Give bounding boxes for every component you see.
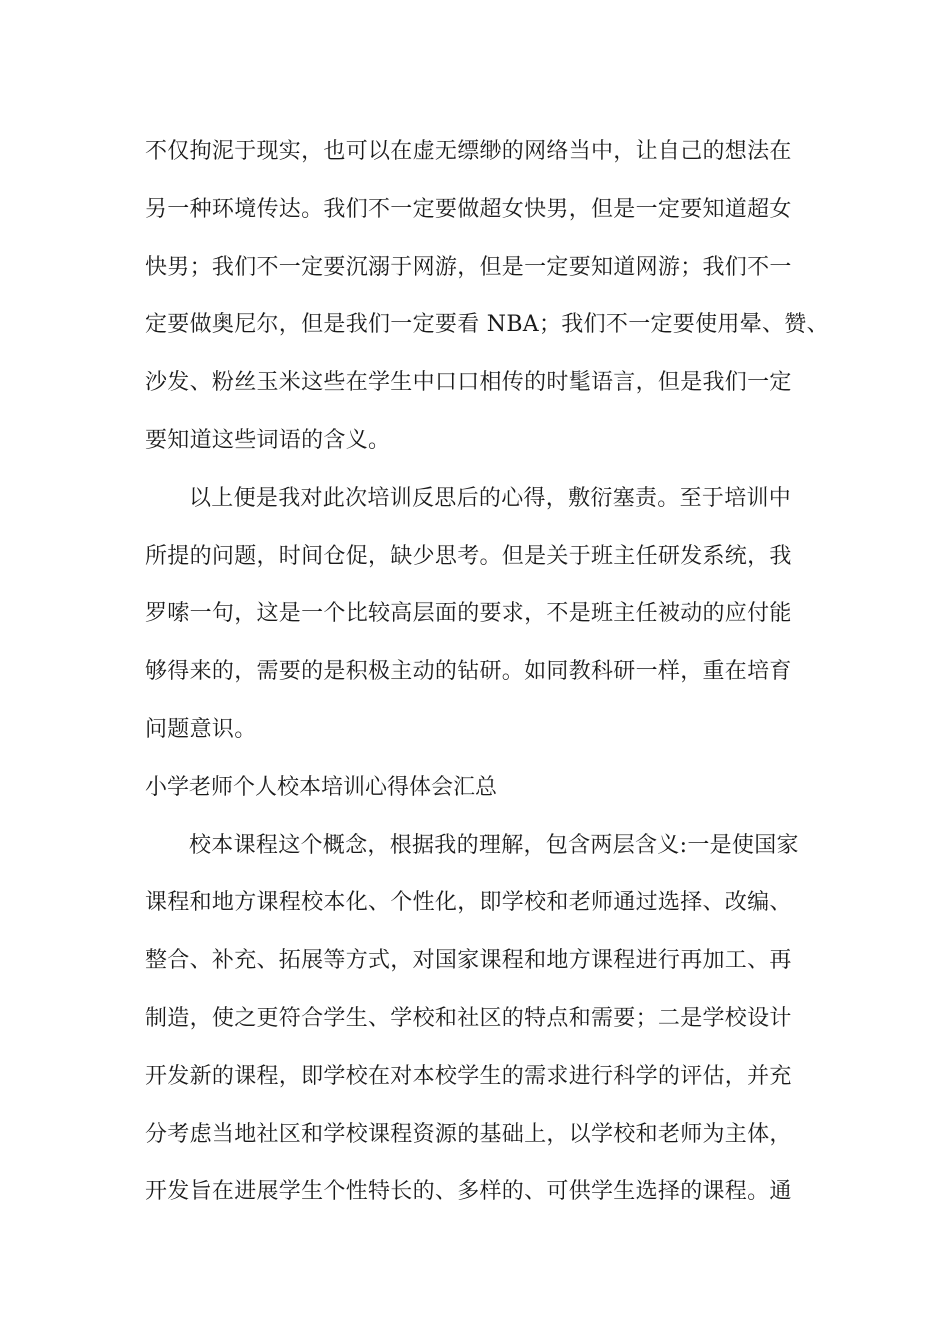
text-line: 沙发、粉丝玉米这些在学生中口口相传的时髦语言，但是我们一定: [145, 370, 792, 396]
paragraph-curriculum: [145, 826, 835, 1231]
text-line: 够得来的，需要的是积极主动的钻研。如同教科研一样，重在培育: [145, 659, 792, 685]
text-line: 罗嗦一句，这是一个比较高层面的要求，不是班主任被动的应付能: [145, 601, 792, 627]
text-line: 制造，使之更符合学生、学校和社区的特点和需要；二是学校设计: [145, 1005, 792, 1031]
paragraph-continuation: [145, 132, 835, 479]
paragraph-reflection: [145, 479, 835, 768]
text-line: 另一种环境传达。我们不一定要做超女快男，但是一定要知道超女: [145, 196, 792, 222]
document-body: [145, 132, 835, 1230]
text-line: 校本课程这个概念，根据我的理解，包含两层含义:一是使国家: [189, 832, 799, 858]
text-line: 以上便是我对此次培训反思后的心得，敷衍塞责。至于培训中: [189, 485, 792, 511]
text-line: 不仅拘泥于现实，也可以在虚无缥缈的网络当中，让自己的想法在: [145, 139, 792, 164]
text-line: 分考虑当地社区和学校课程资源的基础上，以学校和老师为主体，: [145, 1121, 792, 1147]
text-line: 开发新的课程，即学校在对本校学生的需求进行科学的评估，并充: [145, 1063, 792, 1089]
text-line: 整合、补充、拓展等方式，对国家课程和地方课程进行再加工、再: [145, 948, 792, 974]
section-heading: 小学老师个人校本培训心得体会汇总: [145, 774, 498, 800]
text-line: 问题意识。: [145, 716, 257, 742]
text-line: 要知道这些词语的含义。: [145, 427, 391, 453]
text-line: 所提的问题，时间仓促，缺少思考。但是关于班主任研发系统，我: [145, 543, 792, 569]
text-line: 课程和地方课程校本化、个性化，即学校和老师通过选择、改编、: [145, 890, 792, 916]
text-line: 定要做奥尼尔，但是我们一定要看 NBA；我们不一定要使用晕、赞、: [145, 312, 829, 338]
text-line: 快男；我们不一定要沉溺于网游，但是一定要知道网游；我们不一: [145, 254, 792, 280]
text-line: 开发旨在进展学生个性特长的、多样的、可供学生选择的课程。通: [145, 1179, 792, 1205]
